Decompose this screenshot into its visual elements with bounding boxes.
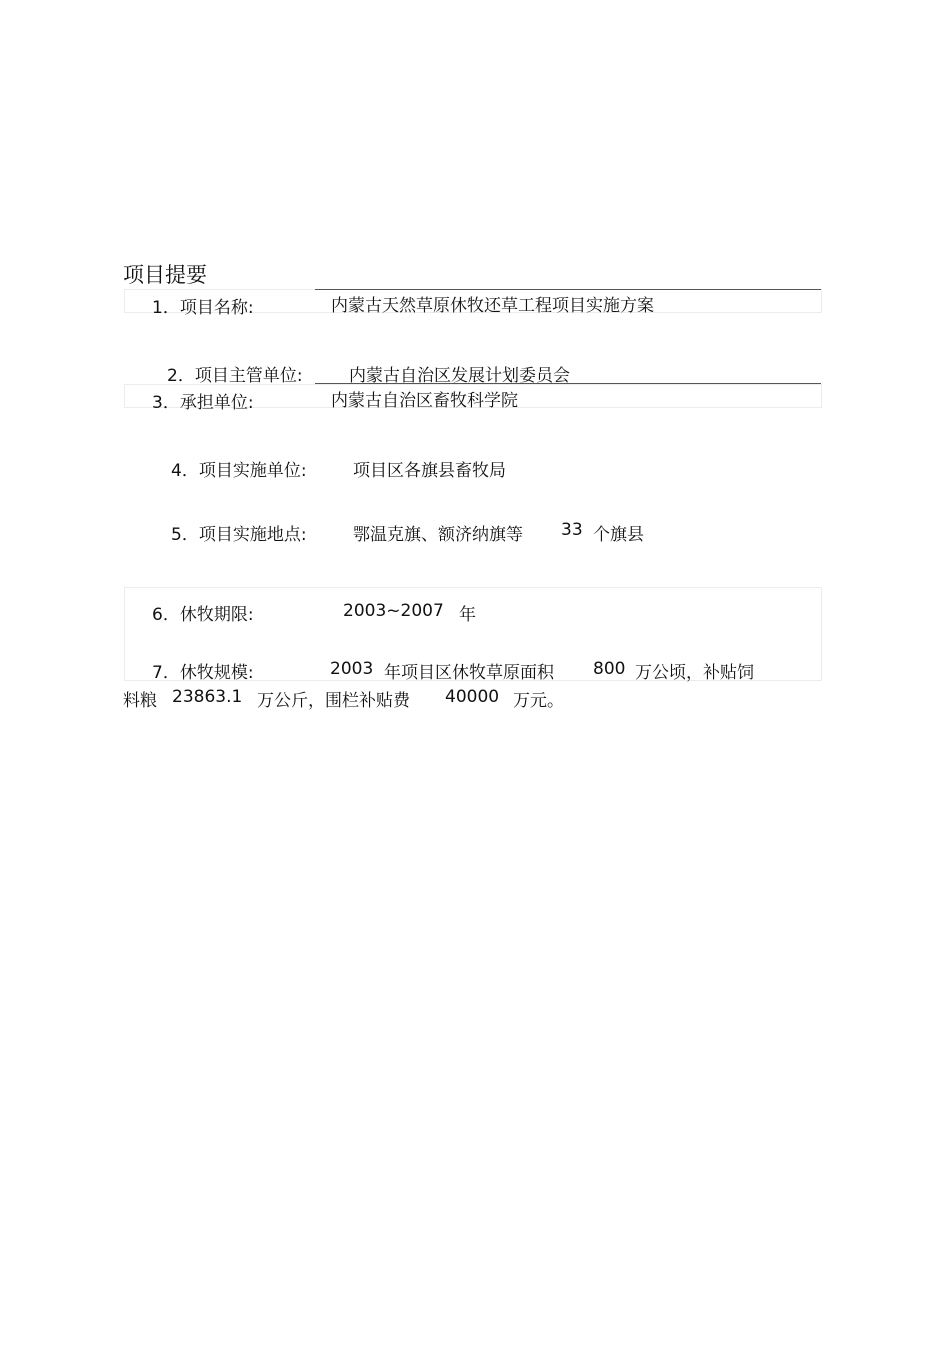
item2-value: 内蒙古自治区发展计划委员会: [349, 366, 570, 386]
item7-year: 2003: [330, 659, 374, 679]
item6-label: 6．休牧期限:: [152, 605, 254, 625]
page-title: 项目提要: [123, 263, 207, 287]
item3-label: 3．承担单位:: [152, 393, 254, 413]
item6-value: 2003~2007: [343, 601, 444, 621]
item7-grain-amount: 23863.1: [172, 687, 243, 707]
item5-value-tail: 个旗县: [593, 525, 644, 545]
item5-label: 5．项目实施地点:: [171, 525, 307, 545]
item1-underline: [315, 289, 821, 290]
item7-line2-text1: 万公斤，围栏补贴费: [257, 691, 410, 711]
item7-text2: 万公顷，补贴饲: [635, 663, 754, 683]
item2-label: 2．项目主管单位:: [167, 366, 303, 386]
item7-line2-text2: 万元。: [513, 691, 564, 711]
item1-value: 内蒙古天然草原休牧还草工程项目实施方案: [331, 296, 654, 316]
item7-text1: 年项目区休牧草原面积: [384, 663, 554, 683]
item4-value: 项目区各旗县畜牧局: [353, 461, 506, 481]
item6-value-tail: 年: [459, 605, 476, 625]
item1-label: 1．项目名称:: [152, 298, 254, 318]
item7-fence-fee: 40000: [445, 687, 500, 707]
item7-label: 7．休牧规模:: [152, 663, 254, 683]
item7-line2-prefix: 料粮: [123, 691, 157, 711]
item4-label: 4．项目实施单位:: [171, 461, 307, 481]
item5-value: 鄂温克旗、额济纳旗等: [353, 525, 523, 545]
item5-county-count: 33: [561, 520, 583, 540]
item3-value: 内蒙古自治区畜牧科学院: [331, 391, 518, 411]
item7-area: 800: [593, 659, 626, 679]
